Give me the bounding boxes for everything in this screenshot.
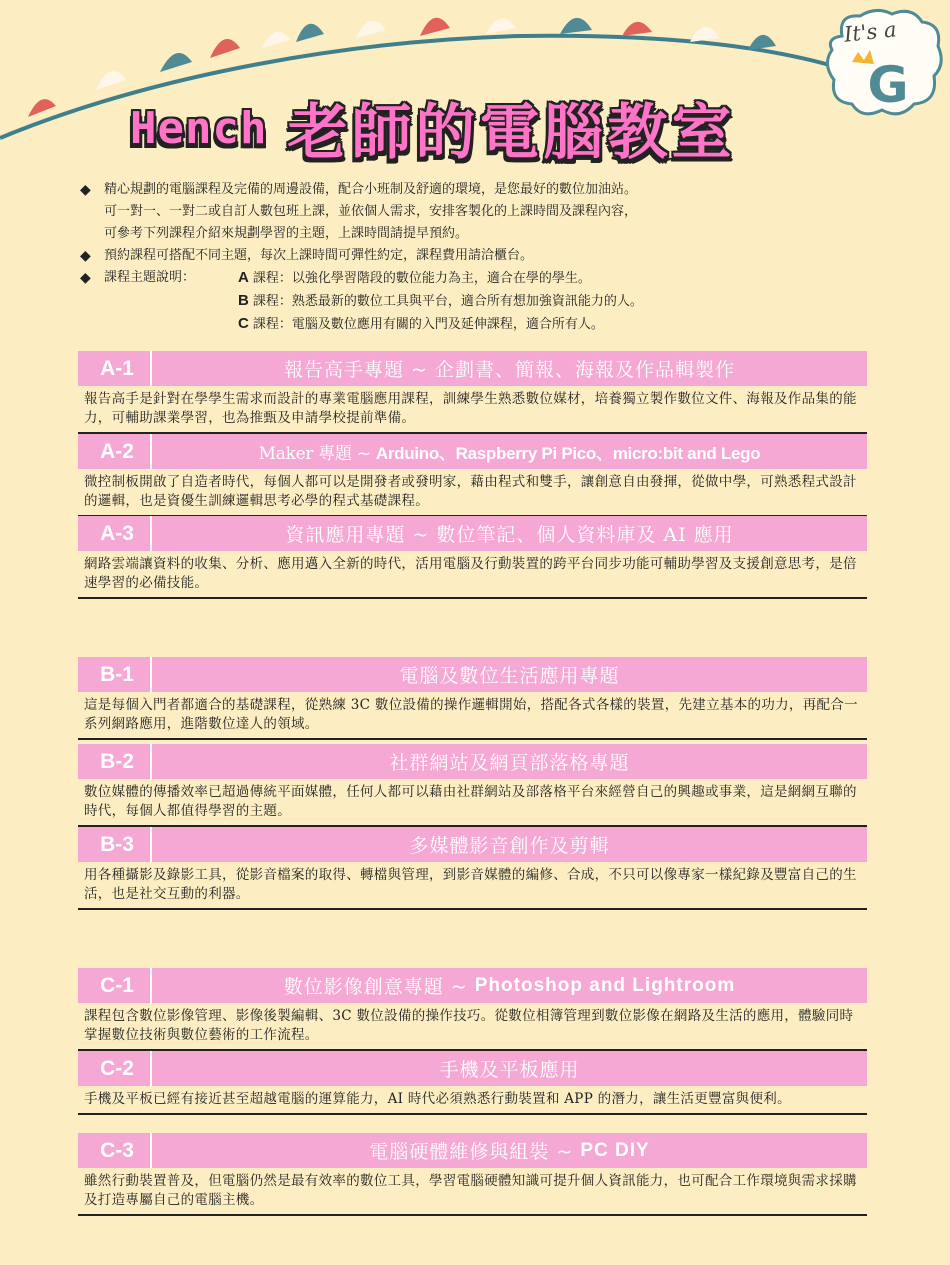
section-description: 這是每個入門者都適合的基礎課程，從熟練 3C 數位設備的操作邏輯開始，搭配各式各樣的裝置，先建立基本的功力，再配合一系列網路應用，進階數位達人的領域。 — [78, 692, 867, 740]
section-code: C-1 — [78, 968, 152, 1003]
intro-bullet-2 — [80, 245, 880, 267]
section-header — [78, 827, 867, 862]
section-header — [78, 1051, 867, 1086]
intro-bullet-2-text: 預約課程可搭配不同主題，每次上課時間可彈性約定，課程費用請洽櫃台。 — [104, 248, 534, 263]
section-topic-zh: 社群網站及網頁部落格專題 — [389, 752, 630, 774]
section-description: 報告高手是針對在學學生需求而設計的專業電腦應用課程，訓練學生熟悉數位媒材，培養獨立製作數位文件、海報及作品集的能力，可輔助課業學習，也為推甄及申請學校提前準備。 — [78, 386, 867, 434]
section-topic-en: Photoshop and Lightroom — [474, 974, 736, 996]
course-legend-b — [80, 290, 880, 313]
diamond-bullet-icon: ◆ — [80, 270, 91, 286]
section-code: A-2 — [78, 434, 152, 469]
section-topic-en: PC DIY — [580, 1139, 650, 1161]
section-topic-zh: 電腦及數位生活應用專題 — [399, 665, 620, 687]
badge-text: It's a — [842, 17, 898, 47]
section-header — [78, 434, 867, 469]
course-letter-c: C — [238, 315, 249, 332]
section-description: 網路雲端讓資料的收集、分析、應用邁入全新的時代，活用電腦及行動裝置的跨平台同步功能可輔助學習及支援創意思考，是倍速學習的必備技能。 — [78, 551, 867, 599]
course-section-a2 — [78, 434, 867, 517]
section-topic — [152, 516, 867, 551]
section-code: B-3 — [78, 827, 152, 862]
section-topic — [152, 657, 867, 692]
section-header — [78, 968, 867, 1003]
section-topic-en: Arduino、Raspberry Pi Pico、micro:bit and Lego — [375, 444, 761, 463]
its-a-g-badge — [822, 6, 946, 124]
course-section-a1 — [78, 351, 867, 434]
course-section-b1 — [78, 657, 867, 740]
section-description: 微控制板開啟了自造者時代，每個人都可以是開發者或發明家，藉由程式和雙手，讓創意自由發揮，從做中學，可熟悉程式設計的邏輯，也是資優生訓練邏輯思考必學的程式基礎課程。 — [78, 469, 867, 517]
intro-bullet-1-line-2: 可一對一、一對二或自訂人數包班上課，並依個人需求，安排客製化的上課時間及課程內容， — [104, 204, 638, 219]
section-topic-zh: 手機及平板應用 — [439, 1059, 580, 1081]
section-topic-zh: 數位影像創意專題 ~ — [283, 976, 468, 998]
course-desc-c: 課程：電腦及數位應用有關的入門及延伸課程，適合所有人。 — [252, 317, 604, 332]
section-header — [78, 351, 867, 386]
course-section-c2 — [78, 1051, 867, 1115]
title-english: Hench — [130, 102, 268, 154]
intro-bullet-1 — [80, 179, 880, 201]
section-topic — [152, 968, 867, 1003]
section-code: B-2 — [78, 744, 152, 779]
section-code: C-3 — [78, 1133, 152, 1168]
section-topic-zh: 多媒體影音創作及剪輯 — [409, 835, 610, 857]
section-code: B-1 — [78, 657, 152, 692]
section-description: 雖然行動裝置普及，但電腦仍然是最有效率的數位工具，學習電腦硬體知識可提升個人資訊能力，也可配合工作環境與需求採購及打造專屬自己的電腦主機。 — [78, 1168, 867, 1216]
section-topic — [152, 1133, 867, 1168]
section-topic — [152, 1051, 867, 1086]
course-section-b2 — [78, 744, 867, 827]
section-description: 課程包含數位影像管理、影像後製編輯、3C 數位設備的操作技巧。從數位相簿管理到數位影像在網路及生活的應用，體驗同時掌握數位技術與數位藝術的工作流程。 — [78, 1003, 867, 1051]
section-header — [78, 744, 867, 779]
diamond-bullet-icon: ◆ — [80, 248, 91, 264]
section-topic-zh: 報告高手專題 ~ 企劃書、簡報、海報及作品輯製作 — [283, 359, 735, 381]
section-topic — [152, 827, 867, 862]
section-header — [78, 657, 867, 692]
course-desc-b: 課程：熟悉最新的數位工具與平台，適合所有想加強資訊能力的人。 — [252, 294, 643, 309]
intro-section — [80, 179, 880, 336]
course-section-b3 — [78, 827, 867, 910]
section-topic-zh: Maker 專題 ~ — [258, 444, 371, 464]
course-legend-label: 課程主題說明： — [104, 270, 196, 285]
section-topic-zh: 資訊應用專題 ~ 數位筆記、個人資料庫及 AI 應用 — [285, 524, 734, 546]
section-topic — [152, 434, 867, 469]
course-legend-a — [80, 267, 880, 290]
course-letter-b: B — [238, 292, 249, 309]
section-code: C-2 — [78, 1051, 152, 1086]
section-description: 用各種攝影及錄影工具，從影音檔案的取得、轉檔與管理，到影音媒體的編修、合成，不只可以像專家一樣紀錄及豐富自己的生活，也是社交互動的利器。 — [78, 862, 867, 910]
course-desc-a: 課程：以強化學習階段的數位能力為主，適合在學的學生。 — [252, 271, 591, 286]
page-title — [130, 93, 830, 168]
section-header — [78, 516, 867, 551]
course-section-c1 — [78, 968, 867, 1051]
section-topic — [152, 744, 867, 779]
intro-bullet-1-line-1: 精心規劃的電腦課程及完備的周邊設備，配合小班制及舒適的環境，是您最好的數位加油站。 — [104, 182, 638, 197]
section-topic — [152, 351, 867, 386]
section-code: A-3 — [78, 516, 152, 551]
course-section-c3 — [78, 1133, 867, 1216]
title-chinese: 老師的電腦教室 — [287, 98, 736, 168]
section-description: 手機及平板已經有接近甚至超越電腦的運算能力，AI 時代必須熟悉行動裝置和 APP 的潛力，讓生活更豐富與便利。 — [78, 1086, 867, 1115]
section-code: A-1 — [78, 351, 152, 386]
section-header — [78, 1133, 867, 1168]
course-section-a3 — [78, 516, 867, 599]
course-letter-a: A — [238, 269, 249, 286]
section-topic-zh: 電腦硬體維修與組裝 ~ — [369, 1141, 574, 1163]
section-description: 數位媒體的傳播效率已超過傳統平面媒體，任何人都可以藉由社群網站及部落格平台來經營自己的興趣或事業，這是網網互聯的時代，每個人都值得學習的主題。 — [78, 779, 867, 827]
intro-bullet-1-line-3: 可參考下列課程介紹來規劃學習的主題，上課時間請提早預約。 — [104, 226, 469, 241]
diamond-bullet-icon: ◆ — [80, 182, 91, 198]
course-legend-c — [80, 313, 880, 336]
badge-letter: G — [867, 56, 909, 114]
